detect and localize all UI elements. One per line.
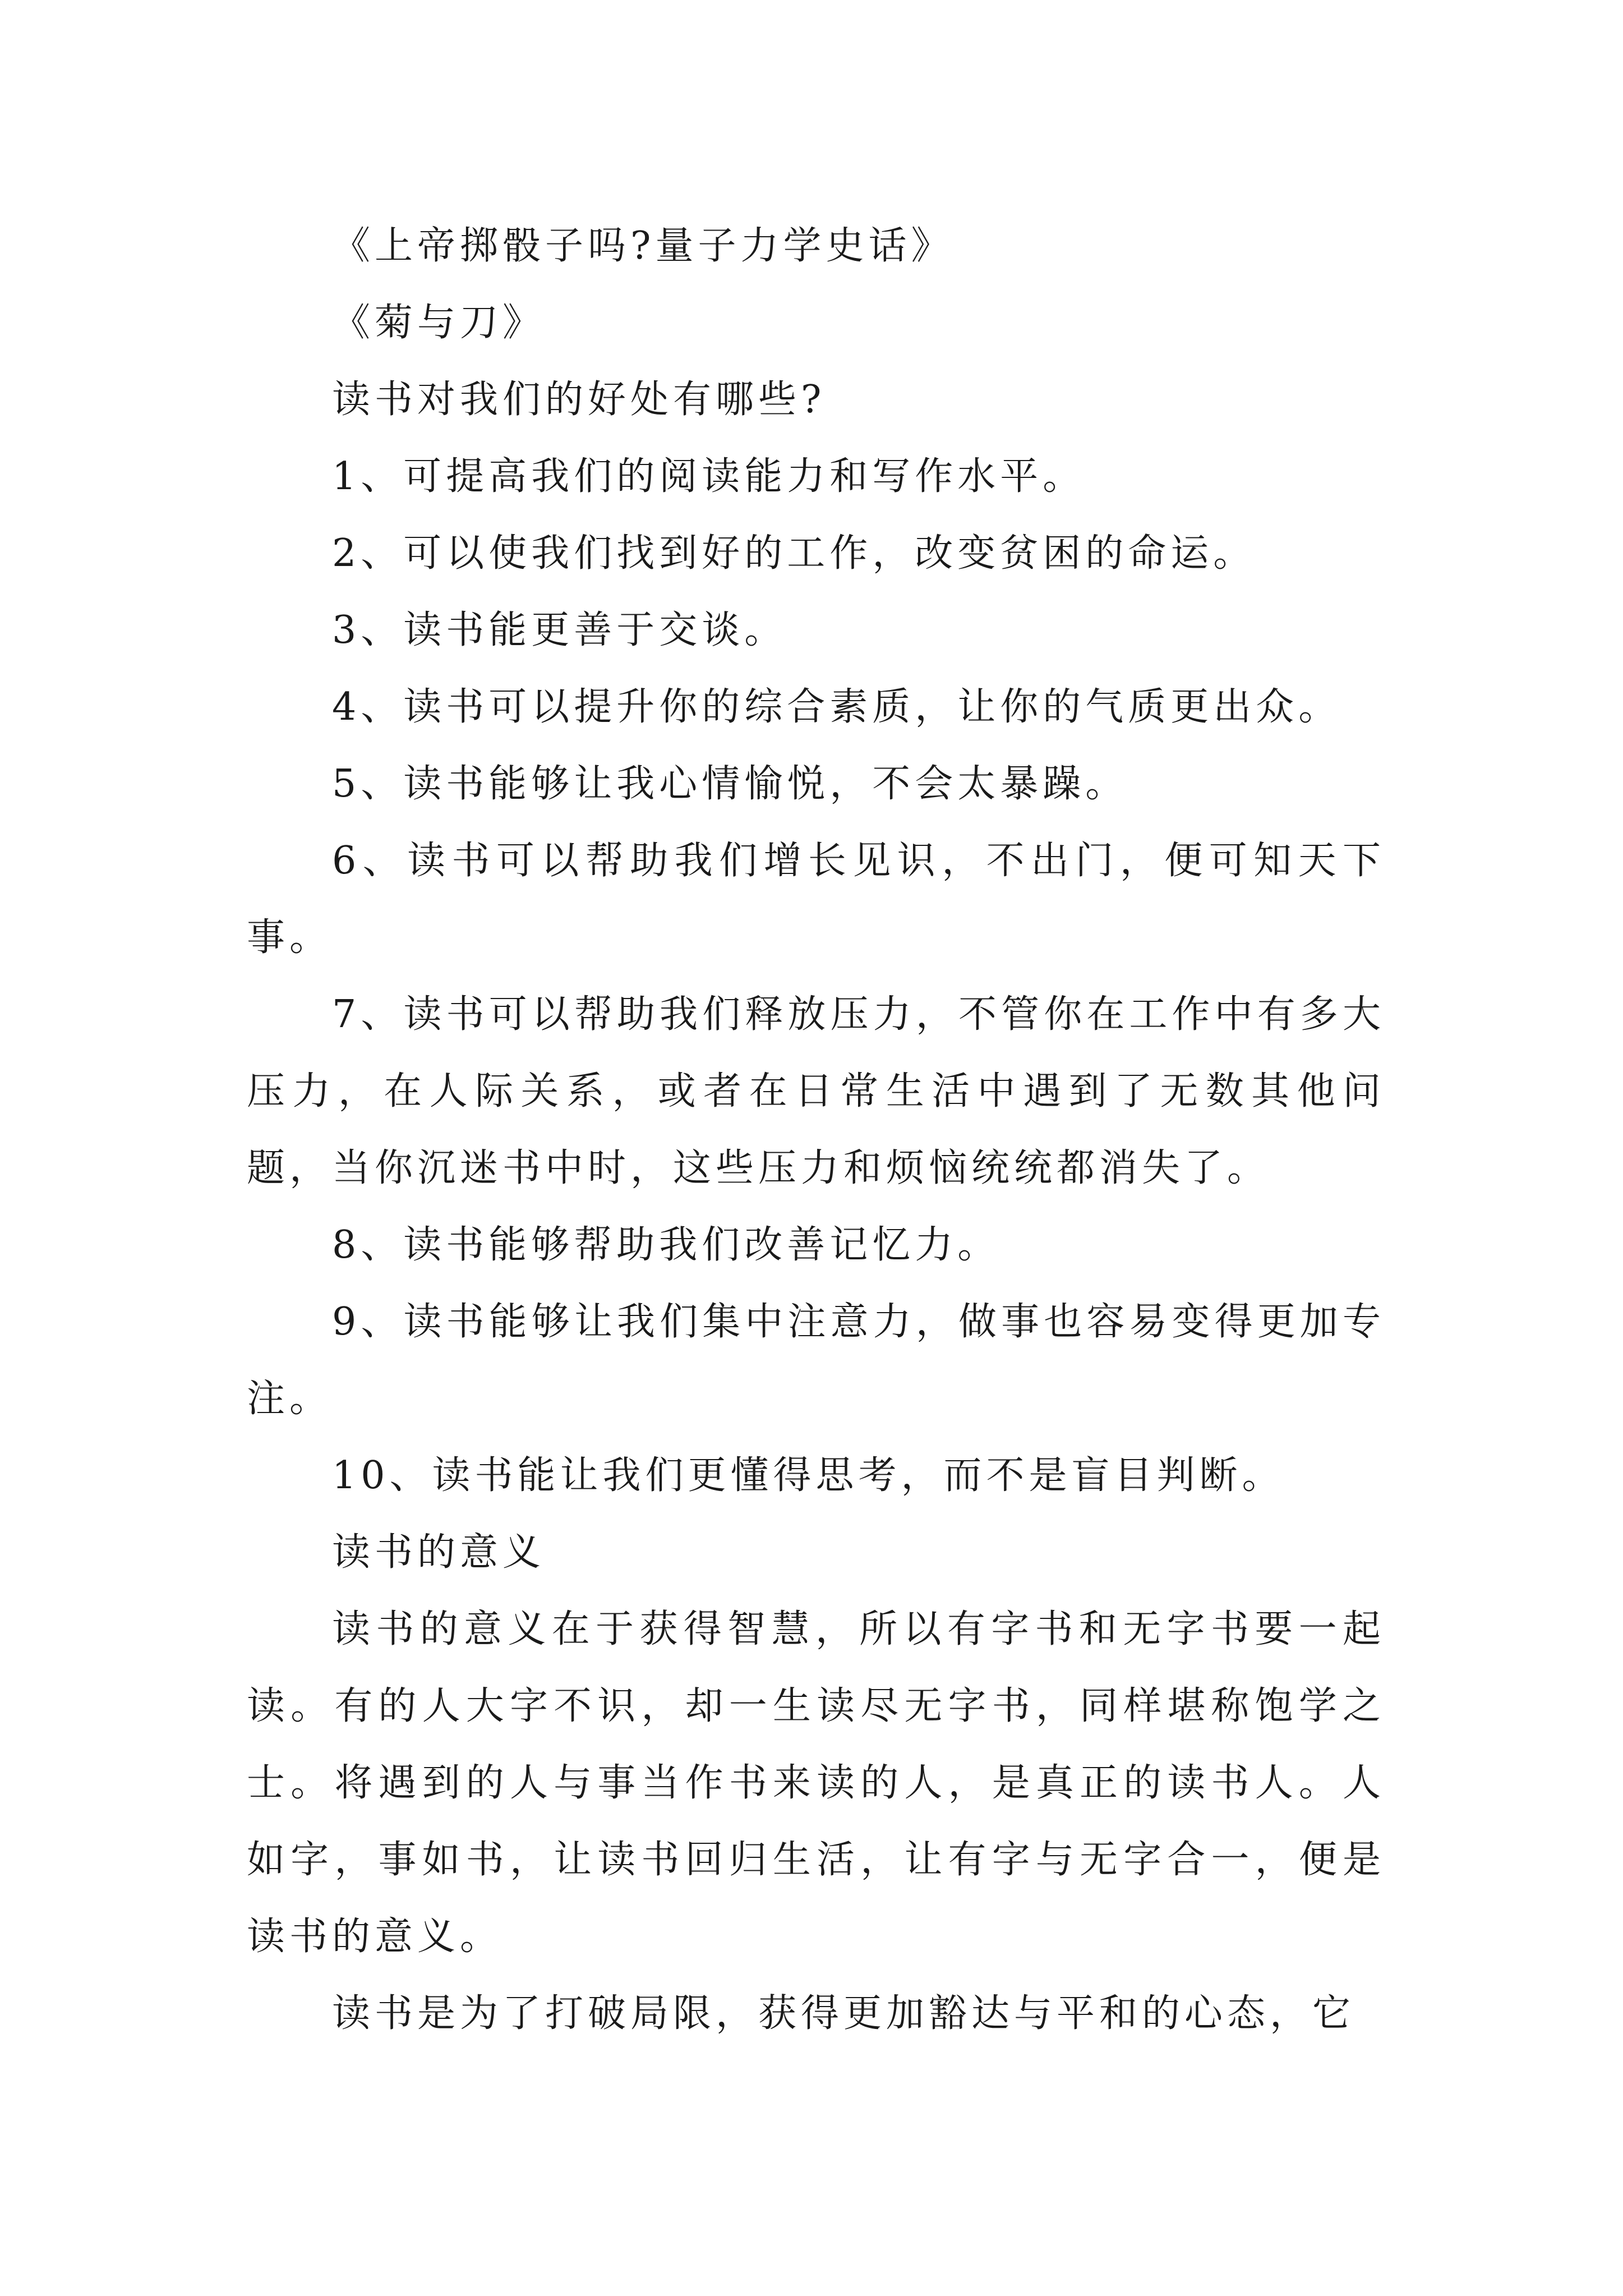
body-paragraph: 读书的意义在于获得智慧，所以有字书和无字书要一起读。有的人大字不识，却一生读尽无字书，同样堪称饱学之士。将遇到的人与事当作书来读的人，是真正的读书人。人如字，事如书，让读书回归生活，让有字与无字合一，便是读书的意义。 xyxy=(247,1607,1385,1959)
list-item: 5、读书能够让我心情愉悦，不会太暴躁。 xyxy=(332,762,1128,806)
list-item: 8、读书能够帮助我们改善记忆力。 xyxy=(332,1223,1000,1267)
list-item: 1、可提高我们的阅读能力和写作水平。 xyxy=(332,454,1086,499)
section-heading: 读书的意义 xyxy=(332,1530,546,1575)
body-paragraph: 读书是为了打破局限，获得更加豁达与平和的心态，它 xyxy=(332,1991,1355,2036)
list-item: 6、读书可以帮助我们增长见识，不出门，便可知天下事。 xyxy=(247,839,1385,960)
list-item: 9、读书能够让我们集中注意力，做事也容易变得更加专注。 xyxy=(247,1300,1385,1421)
document-body xyxy=(247,208,1385,2052)
list-item: 7、读书可以帮助我们释放压力，不管你在工作中有多大压力，在人际关系，或者在日常生活中遇到了无数其他问题，当你沉迷书中时，这些压力和烦恼统统都消失了。 xyxy=(247,992,1385,1190)
list-item: 4、读书可以提升你的综合素质，让你的气质更出众。 xyxy=(332,685,1341,729)
list-item: 3、读书能更善于交谈。 xyxy=(332,608,787,652)
list-item: 2、可以使我们找到好的工作，改变贫困的命运。 xyxy=(332,531,1256,576)
section-heading: 读书对我们的好处有哪些? xyxy=(332,378,826,422)
book-title-paragraph: 《菊与刀》 xyxy=(332,301,546,345)
list-item: 10、读书能让我们更懂得思考，而不是盲目判断。 xyxy=(332,1453,1285,1498)
book-title-paragraph: 《上帝掷骰子吗?量子力学史话》 xyxy=(332,224,954,268)
